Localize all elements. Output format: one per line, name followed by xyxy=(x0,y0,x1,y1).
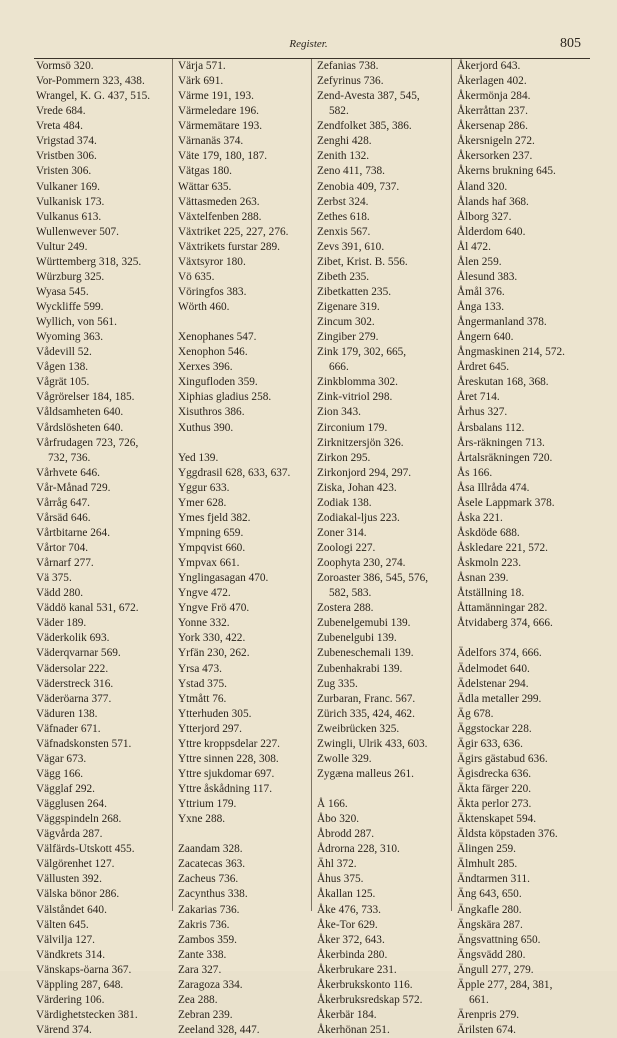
index-entry: Zend-Avesta 387, 545, xyxy=(317,90,420,103)
index-entry: Värdighetstecken 381. xyxy=(36,1008,138,1021)
index-entry: Åtvidaberg 374, 666. xyxy=(457,617,553,630)
index-entry: Vägar 673. xyxy=(36,752,87,765)
index-entry: Åke 476, 733. xyxy=(317,903,382,916)
index-entry: Zenxis 567. xyxy=(317,225,371,238)
index-entry: Wörth 460. xyxy=(178,301,230,313)
index-entry: Väderöarna 377. xyxy=(36,692,112,705)
index-entry: Zubenelgemubi 139. xyxy=(317,617,411,630)
index-entry: Åkermönja 284. xyxy=(457,90,531,103)
index-entry: Zendfolket 385, 386. xyxy=(317,120,412,133)
index-entry: Växtelfenben 288. xyxy=(178,210,262,223)
index-entry: Åska 221. xyxy=(457,511,503,524)
index-entry: Zefanias 738. xyxy=(317,60,379,72)
index-entry: Ärilsten 674. xyxy=(457,1024,516,1036)
index-entry: Zürich 335, 424, 462. xyxy=(317,707,415,720)
index-entry: Zacatecas 363. xyxy=(178,858,246,871)
index-entry: 732, 736. xyxy=(48,451,91,464)
index-entry: Ymes fjeld 382. xyxy=(178,511,251,524)
index-entry: Ängsvädd 280. xyxy=(457,948,526,961)
index-entry: Älingen 259. xyxy=(457,843,516,856)
index-entry: Året 714. xyxy=(457,391,500,404)
index-entry: Vändkrets 314. xyxy=(36,948,106,961)
index-entry: Väder 189. xyxy=(36,617,87,630)
index-entry: Zubeneschemali 139. xyxy=(317,647,414,660)
index-entry: Åttamänningar 282. xyxy=(457,602,548,615)
index-entry: Vägvårda 287. xyxy=(36,828,103,841)
index-entry: Zinkblomma 302. xyxy=(317,376,398,389)
index-entry: Zingiber 279. xyxy=(317,331,379,344)
index-entry: Zubenhakrabi 139. xyxy=(317,662,403,675)
index-entry: Vormsö 320. xyxy=(36,60,94,72)
index-entry: Zirconium 179. xyxy=(317,421,388,434)
index-entry: Vällusten 392. xyxy=(36,873,102,886)
index-entry: Yed 139. xyxy=(178,451,219,464)
index-entry: Yttre sjukdomar 697. xyxy=(178,767,275,780)
index-entry: Vä 375. xyxy=(36,572,72,585)
index-entry: Zwingli, Ulrik 433, 603. xyxy=(317,737,428,750)
index-entry: Väderstreck 316. xyxy=(36,677,114,690)
index-entry: Ängkafle 280. xyxy=(457,903,522,916)
index-entry: Vor-Pommern 323, 438. xyxy=(36,75,145,88)
index-entry: Zevs 391, 610. xyxy=(317,240,385,253)
index-entry: Ziska, Johan 423. xyxy=(317,481,397,494)
index-entry: Åkallan 125. xyxy=(317,888,376,901)
index-entry: Vättasmeden 263. xyxy=(178,195,260,208)
index-entry: Zara 327. xyxy=(178,963,222,976)
index-entry: Åmål 376. xyxy=(457,285,505,298)
index-entry: Vårsäd 646. xyxy=(36,511,91,524)
index-entry: Äktenskapet 594. xyxy=(457,813,537,826)
register-column-4 xyxy=(451,59,594,1036)
index-entry: Vöringfos 383. xyxy=(178,285,247,298)
index-entry: Zodiak 138. xyxy=(317,496,372,509)
index-entry: Väduren 138. xyxy=(36,707,98,720)
index-entry: Zoroaster 386, 545, 576, xyxy=(317,572,429,585)
index-entry: Års-räkningen 713. xyxy=(457,436,545,449)
index-entry: Wyckliffe 599. xyxy=(36,301,104,313)
index-entry: Välfärds-Utskott 455. xyxy=(36,843,135,856)
index-entry: Årdret 645. xyxy=(457,361,510,374)
index-entry: Åkersenap 286. xyxy=(457,120,528,133)
index-entry: Würzburg 325. xyxy=(36,270,105,283)
index-entry: Zaragoza 334. xyxy=(178,978,243,991)
index-entry: Wullenwever 507. xyxy=(36,225,119,238)
index-entry: Zygæna malleus 261. xyxy=(317,767,414,780)
index-entry: Zaandam 328. xyxy=(178,843,243,856)
index-entry: Årtalsräkningen 720. xyxy=(457,451,553,464)
index-entry: Ålands haf 368. xyxy=(457,195,529,208)
index-entry: Åskledare 221, 572. xyxy=(457,542,548,554)
index-entry: Ärenpris 279. xyxy=(457,1008,520,1021)
index-entry: Wyasa 545. xyxy=(36,285,89,298)
index-entry: Åkerråttan 237. xyxy=(457,105,528,118)
index-entry: Åkersnigeln 272. xyxy=(457,135,535,148)
index-entry: Årsbalans 112. xyxy=(457,421,525,434)
index-entry: Zoner 314. xyxy=(317,526,367,539)
index-entry: 582. xyxy=(329,105,349,118)
index-entry: Zenghi 428. xyxy=(317,135,372,148)
index-entry: Åbrodd 287. xyxy=(317,828,375,841)
index-entry: Värmeledare 196. xyxy=(178,105,259,118)
index-entry: Yngve 472. xyxy=(178,587,231,600)
index-entry: Värk 691. xyxy=(178,75,224,88)
index-entry: Åkerbrukskonto 116. xyxy=(317,978,413,991)
index-entry: Åreskutan 168, 368. xyxy=(457,376,549,389)
index-entry: Vår-Månad 729. xyxy=(36,481,111,494)
index-entry: Ähl 372. xyxy=(317,858,357,871)
index-entry: Zoologi 227. xyxy=(317,542,376,554)
index-entry: Ytterhuden 305. xyxy=(178,707,252,720)
index-entry: Väddö kanal 531, 672. xyxy=(36,602,139,615)
index-entry: Ås 166. xyxy=(457,466,493,479)
section-gap xyxy=(176,436,312,451)
index-entry: Vårfrudagen 723, 726, xyxy=(36,436,139,449)
index-entry: Åkerbruksredskap 572. xyxy=(317,993,423,1006)
index-entry: Württemberg 318, 325. xyxy=(36,255,142,268)
index-entry: Ådrorna 228, 310. xyxy=(317,843,400,856)
index-entry: Xenophanes 547. xyxy=(178,331,257,344)
index-entry: Zethes 618. xyxy=(317,210,370,223)
index-entry: Zubenelgubi 139. xyxy=(317,632,397,645)
index-entry: Zea 288. xyxy=(178,993,218,1006)
index-entry: Ängskära 287. xyxy=(457,918,523,931)
index-entry: Ymer 628. xyxy=(178,496,227,509)
index-entry: Ålen 259. xyxy=(457,255,502,268)
index-entry: Zambos 359. xyxy=(178,933,237,946)
index-entry: Vädersolar 222. xyxy=(36,662,109,675)
index-entry: Äkta färger 220. xyxy=(457,783,532,795)
index-entry: Zirkonjord 294, 297. xyxy=(317,466,412,479)
index-entry: Århus 327. xyxy=(457,406,508,419)
index-entry: Åkerbrukare 231. xyxy=(317,963,397,976)
index-entry: Vägglusen 264. xyxy=(36,798,107,811)
index-entry: Åkerns brukning 645. xyxy=(457,165,556,178)
index-entry: Åkersorken 237. xyxy=(457,150,533,163)
index-entry: Zirkon 295. xyxy=(317,451,371,464)
index-entry: Zacheus 736. xyxy=(178,873,239,886)
index-entry: Xenophon 546. xyxy=(178,346,248,359)
index-entry: Äg 678. xyxy=(457,707,494,720)
index-entry: Zigenare 319. xyxy=(317,301,380,313)
index-entry: Åskmoln 223. xyxy=(457,557,522,570)
index-entry: Å 166. xyxy=(317,798,348,811)
index-entry: Värmemätare 193. xyxy=(178,120,263,133)
register-column-3 xyxy=(311,59,452,1036)
index-entry: Ålderdom 640. xyxy=(457,225,526,238)
index-entry: Zink-vitriol 298. xyxy=(317,391,393,404)
index-entry: Xerxes 396. xyxy=(178,361,233,374)
index-entry: Zefyrinus 736. xyxy=(317,75,384,88)
index-entry: Vö 635. xyxy=(178,270,215,283)
index-entry: Zurbaran, Franc. 567. xyxy=(317,692,416,705)
index-entry: Ystad 375. xyxy=(178,677,227,690)
index-entry: Ängsvattning 650. xyxy=(457,933,541,946)
index-entry: Ynglingasagan 470. xyxy=(178,572,269,585)
index-entry: Värend 374. xyxy=(36,1024,92,1036)
index-entry: Vårnarf 277. xyxy=(36,557,94,570)
index-entry: Vänskaps-öarna 367. xyxy=(36,963,132,976)
index-entry: Åsnan 239. xyxy=(457,572,509,585)
index-entry: Välska bönor 286. xyxy=(36,888,120,901)
index-entry: Ädelmodet 640. xyxy=(457,662,530,675)
index-entry: Zeno 411, 738. xyxy=(317,165,385,178)
index-entry: Vägglaf 292. xyxy=(36,783,95,795)
index-entry: Ympning 659. xyxy=(178,526,244,539)
index-entry: Zenobia 409, 737. xyxy=(317,180,400,193)
index-entry: Äpple 277, 284, 381, xyxy=(457,978,553,991)
index-entry: Ägisdrecka 636. xyxy=(457,767,532,780)
index-entry: Åtställning 18. xyxy=(457,587,525,600)
index-entry: Vårråg 647. xyxy=(36,496,90,509)
index-entry: Zwolle 329. xyxy=(317,752,372,765)
index-entry: Ympvax 661. xyxy=(178,557,240,570)
index-entry: Värnanäs 374. xyxy=(178,135,244,148)
index-entry: Zibetkatten 235. xyxy=(317,285,392,298)
index-entry: Ångmaskinen 214, 572. xyxy=(457,346,565,359)
index-entry: Vådevill 52. xyxy=(36,346,92,359)
index-entry: Värdering 106. xyxy=(36,993,105,1006)
index-entry: Älmhult 285. xyxy=(457,858,518,871)
section-gap xyxy=(176,315,312,330)
index-entry: Xiphias gladius 258. xyxy=(178,391,272,404)
index-entry: Vårhvete 646. xyxy=(36,466,100,479)
index-entry: Zakarias 736. xyxy=(178,903,240,916)
index-entry: Zerbst 324. xyxy=(317,195,369,208)
index-entry: 582, 583. xyxy=(329,587,372,600)
index-entry: Åhus 375. xyxy=(317,873,364,886)
register-column-1 xyxy=(34,59,169,1036)
index-entry: Väfnader 671. xyxy=(36,722,101,735)
index-entry: Zion 343. xyxy=(317,406,361,419)
index-entry: Åsele Lappmark 378. xyxy=(457,496,555,509)
index-entry: Ålesund 383. xyxy=(457,270,518,283)
index-entry: Äldsta köpstaden 376. xyxy=(457,828,558,841)
index-entry: Zante 338. xyxy=(178,948,227,961)
index-entry: Yngve Frö 470. xyxy=(178,602,250,615)
index-entry: Ägirs gästabud 636. xyxy=(457,752,548,765)
section-gap xyxy=(176,827,312,842)
index-entry: Åskdöde 688. xyxy=(457,526,520,539)
index-entry: Åkerbinda 280. xyxy=(317,948,388,961)
index-entry: Vultur 249. xyxy=(36,240,88,253)
index-entry: Wättar 635. xyxy=(178,180,232,193)
index-entry: Zacynthus 338. xyxy=(178,888,248,901)
index-entry: Zincum 302. xyxy=(317,316,375,329)
index-entry: Yrsa 473. xyxy=(178,662,222,675)
index-entry: Vrede 684. xyxy=(36,105,86,118)
index-entry: Yggur 633. xyxy=(178,481,230,494)
index-entry: Vrigstad 374. xyxy=(36,135,97,148)
index-entry: Vulkaner 169. xyxy=(36,180,100,193)
index-entry: Åkerbär 184. xyxy=(317,1008,377,1021)
index-entry: Zostera 288. xyxy=(317,602,374,615)
index-entry: Vristen 306. xyxy=(36,165,92,178)
index-entry: Vristben 306. xyxy=(36,150,97,163)
index-entry: Wyoming 363. xyxy=(36,331,104,344)
index-entry: Väderkolik 693. xyxy=(36,632,110,645)
index-entry: 661. xyxy=(469,993,489,1006)
index-entry: Ängull 277, 279. xyxy=(457,963,534,976)
index-entry: Växtsyror 180. xyxy=(178,255,246,268)
index-entry: Äggstockar 228. xyxy=(457,722,532,735)
index-entry: 666. xyxy=(329,361,349,374)
page-header xyxy=(0,0,617,58)
index-entry: Åkerhönan 251. xyxy=(317,1024,390,1036)
index-entry: Ändtarmen 311. xyxy=(457,873,530,886)
index-entry: Åker 372, 643. xyxy=(317,933,385,946)
index-entry: Zodiakal-ljus 223. xyxy=(317,511,400,524)
index-entry: Vulkanus 613. xyxy=(36,210,102,223)
index-entry: Äkta perlor 273. xyxy=(457,798,532,811)
section-gap xyxy=(315,782,452,797)
index-entry: Zibet, Krist. B. 556. xyxy=(317,255,408,268)
index-entry: Välståndet 640. xyxy=(36,903,107,916)
index-entry: Åkerlagen 402. xyxy=(457,75,527,88)
section-gap xyxy=(455,631,594,646)
register-column-2 xyxy=(172,59,312,1036)
index-entry: Växtrikets furstar 289. xyxy=(178,240,280,253)
index-entry: Vreta 484. xyxy=(36,120,84,133)
index-entry: Väte 179, 180, 187. xyxy=(178,150,268,163)
index-entry: Vågen 138. xyxy=(36,361,89,374)
index-entry: Vädd 280. xyxy=(36,587,84,600)
index-entry: Zeeland 328, 447. xyxy=(178,1024,260,1036)
index-entry: Zirknitzersjön 326. xyxy=(317,436,404,449)
index-entry: Ånga 133. xyxy=(457,301,505,313)
index-entry: Vårtor 704. xyxy=(36,542,89,554)
index-entry: Vulkanisk 173. xyxy=(36,195,105,208)
index-entry: Zink 179, 302, 665, xyxy=(317,346,407,359)
index-entry: Ål 472. xyxy=(457,240,491,253)
index-entry: Välvilja 127. xyxy=(36,933,95,946)
index-entry: Välgörenhet 127. xyxy=(36,858,115,871)
index-entry: Yttre kroppsdelar 227. xyxy=(178,737,280,750)
index-entry: Välten 645. xyxy=(36,918,89,931)
index-entry: Våldsamheten 640. xyxy=(36,406,124,419)
page-number: 805 xyxy=(560,36,581,51)
index-entry: Wrangel, K. G. 437, 515. xyxy=(36,90,151,103)
index-entry: Vägg 166. xyxy=(36,767,84,780)
index-entry: Xingufloden 359. xyxy=(178,376,258,389)
index-entry: Ädelfors 374, 666. xyxy=(457,647,542,660)
index-entry: Zebran 239. xyxy=(178,1008,233,1021)
index-entry: Yxne 288. xyxy=(178,813,226,826)
index-entry: Växtriket 225, 227, 276. xyxy=(178,225,289,238)
index-entry: Ångermanland 378. xyxy=(457,316,547,329)
index-entry: Äng 643, 650. xyxy=(457,888,522,901)
index-entry: Vårdslösheten 640. xyxy=(36,421,124,434)
index-entry: Zoophyta 230, 274. xyxy=(317,557,406,570)
index-entry: Vågrät 105. xyxy=(36,376,90,389)
index-entry: Zweibrücken 325. xyxy=(317,722,400,735)
index-entry: Yonne 332. xyxy=(178,617,230,630)
index-entry: Vågrörelser 184, 185. xyxy=(36,391,135,404)
index-entry: Yrfän 230, 262. xyxy=(178,647,250,660)
index-entry: Värme 191, 193. xyxy=(178,90,254,103)
index-entry: Yttrium 179. xyxy=(178,798,237,811)
index-entry: Väppling 287, 648. xyxy=(36,978,124,991)
index-entry: Yggdrasil 628, 633, 637. xyxy=(178,466,291,479)
index-entry: Ädelstenar 294. xyxy=(457,677,529,690)
index-entry: Zibeth 235. xyxy=(317,270,370,283)
index-entry: Ångern 640. xyxy=(457,331,514,344)
index-entry: Värja 571. xyxy=(178,60,226,72)
index-entry: Zug 335. xyxy=(317,677,358,690)
index-entry: Zakris 736. xyxy=(178,918,230,931)
index-entry: Åland 320. xyxy=(457,180,508,193)
index-entry: Åsa Illråda 474. xyxy=(457,481,530,494)
index-entry: Väfnadskonsten 571. xyxy=(36,737,132,750)
index-entry: Vårtbitarne 264. xyxy=(36,526,111,539)
index-entry: Zenith 132. xyxy=(317,150,370,163)
register-table xyxy=(34,58,590,1036)
index-entry: Yttre åskådning 117. xyxy=(178,783,273,795)
index-entry: Åbo 320. xyxy=(317,813,360,826)
index-entry: Ympqvist 660. xyxy=(178,542,246,554)
index-entry: Yttre sinnen 228, 308. xyxy=(178,752,279,765)
index-entry: Ytterjord 297. xyxy=(178,722,243,735)
index-entry: Väderqvarnar 569. xyxy=(36,647,121,660)
index-entry: Wyllich, von 561. xyxy=(36,316,117,329)
index-entry: Åkerjord 643. xyxy=(457,60,521,72)
index-entry: Ägir 633, 636. xyxy=(457,737,523,750)
index-entry: Xisuthros 386. xyxy=(178,406,245,419)
index-entry: Ålborg 327. xyxy=(457,210,512,223)
index-entry: Xuthus 390. xyxy=(178,421,234,434)
index-entry: Ädla metaller 299. xyxy=(457,692,542,705)
running-title: Register. xyxy=(289,38,328,50)
index-entry: Åke-Tor 629. xyxy=(317,918,378,931)
index-entry: Ytmått 76. xyxy=(178,692,227,705)
index-entry: Vätgas 180. xyxy=(178,165,232,178)
index-entry: York 330, 422. xyxy=(178,632,246,645)
index-entry: Väggspindeln 268. xyxy=(36,813,122,826)
